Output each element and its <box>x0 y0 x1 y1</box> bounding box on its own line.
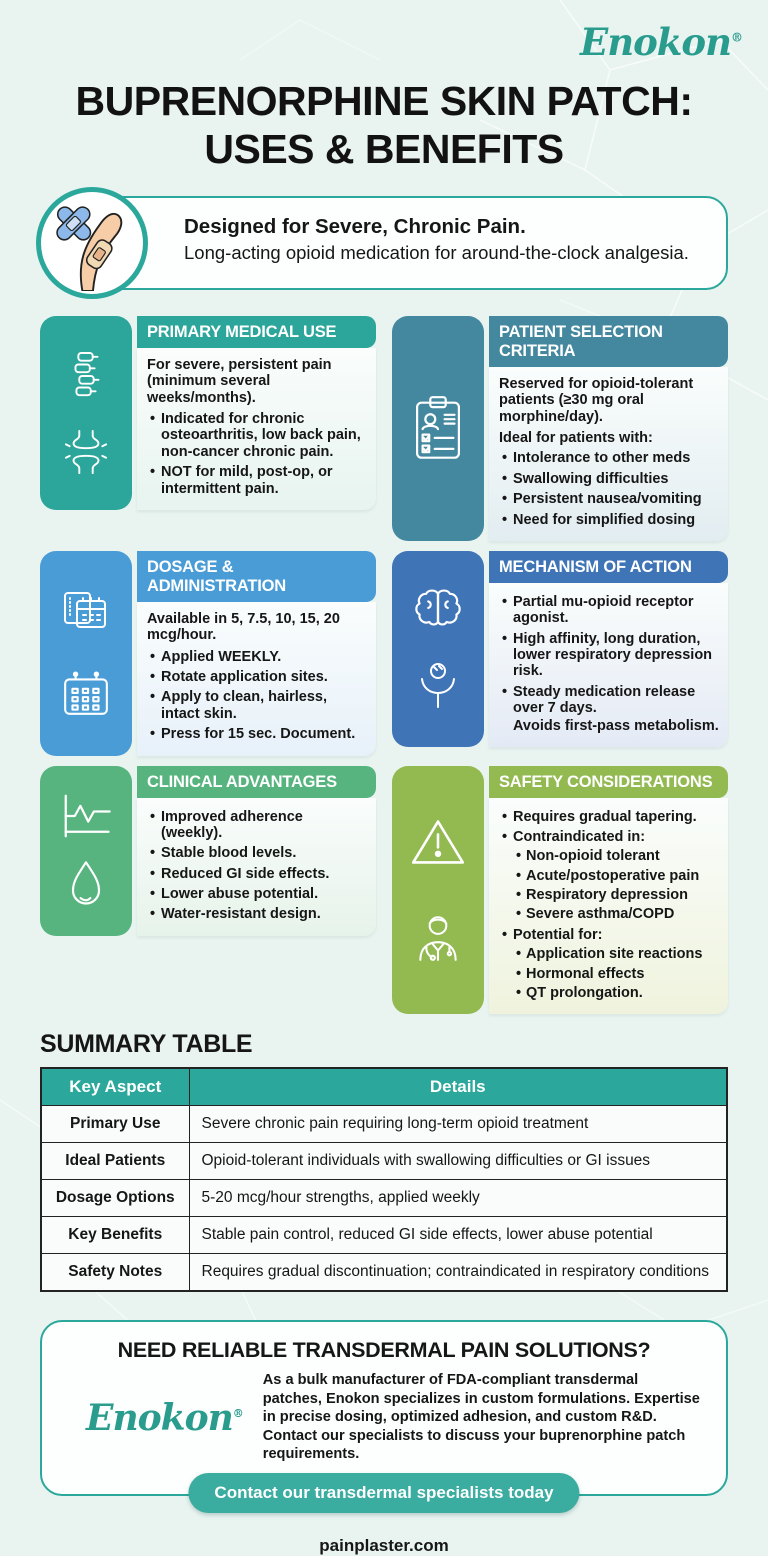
sub-bullet-list <box>513 946 719 1001</box>
bullet-item <box>147 726 367 742</box>
card-bullet-list <box>147 809 367 923</box>
card-icon-panel <box>392 316 484 541</box>
receptor-icon <box>414 660 462 712</box>
details-cell: Requires gradual discontinuation; contraindicated in respiratory conditions <box>189 1254 727 1292</box>
bullet-text: High affinity, long duration, lower respiratory depression risk. <box>513 630 713 680</box>
card-title: SAFETY CONSIDERATIONS <box>489 766 728 798</box>
card-bullet-list <box>147 649 367 743</box>
bullet-text: Applied WEEKLY. <box>161 648 282 665</box>
calendar-icon <box>61 670 111 718</box>
bandage-arm-icon <box>44 195 140 291</box>
footer-brand-logo: Enokon® <box>86 1396 243 1439</box>
card-bullet-list <box>499 809 719 1002</box>
card-content <box>137 551 376 756</box>
bullet-text: Steady medication release over 7 days. <box>513 683 696 717</box>
bullet-item <box>147 411 367 460</box>
card-title: PATIENT SELECTION CRITERIA <box>489 316 728 367</box>
droplet-icon <box>64 858 108 910</box>
card-content <box>489 551 728 747</box>
table-row <box>41 1254 727 1292</box>
bullet-item <box>147 866 367 882</box>
summary-table <box>40 1067 728 1292</box>
bullet-text: Stable blood levels. <box>161 845 297 862</box>
card-dosage-administration <box>40 551 376 756</box>
bullet-item <box>147 886 367 902</box>
sub-bullet-item: • QT prolongation. <box>513 985 719 1001</box>
bullet-item <box>499 512 719 528</box>
bullet-text: Need for simplified dosing <box>513 511 696 528</box>
card-mechanism-of-action <box>392 551 728 747</box>
website-link[interactable]: painplaster.com <box>319 1535 449 1555</box>
warning-triangle-icon <box>410 816 466 868</box>
column-header-details: Details <box>189 1068 727 1106</box>
column-header-key-aspect: Key Aspect <box>41 1068 189 1106</box>
card-body <box>137 348 376 510</box>
card-body <box>137 602 376 756</box>
bullet-text: Requires gradual tapering. <box>513 808 697 825</box>
sub-bullet-item: • Severe asthma/COPD <box>513 906 719 922</box>
bullet-item <box>147 464 367 497</box>
bullet-item <box>499 829 719 923</box>
bullet-item <box>147 689 367 722</box>
aspect-cell: Ideal Patients <box>41 1143 189 1180</box>
bullet-item <box>499 684 719 734</box>
doctor-icon <box>411 911 465 963</box>
hero-box <box>90 196 728 290</box>
table-row <box>41 1217 727 1254</box>
details-cell: Severe chronic pain requiring long-term opioid treatment <box>189 1106 727 1143</box>
bullet-item <box>499 450 719 466</box>
spine-icon <box>63 349 109 403</box>
bullet-text: Indicated for chronic osteoarthritis, low back pain, non-cancer chronic pain. <box>161 411 361 460</box>
page-title <box>0 78 768 174</box>
bullet-text: Persistent nausea/vomiting <box>513 491 702 508</box>
aspect-cell: Dosage Options <box>41 1180 189 1217</box>
contact-specialists-button[interactable]: Contact our transdermal specialists today <box>188 1473 579 1513</box>
card-title: DOSAGE & ADMINISTRATION <box>137 551 376 602</box>
bullet-text: Improved adherence (weekly). <box>161 808 303 841</box>
table-row <box>41 1180 727 1217</box>
summary-title: SUMMARY TABLE <box>40 1030 253 1059</box>
bullet-text: Reduced GI side effects. <box>161 865 330 882</box>
card-safety-considerations <box>392 766 728 1015</box>
bullet-note: Avoids first-pass metabolism. <box>513 717 719 734</box>
bullet-item <box>499 809 719 825</box>
bullet-item <box>499 491 719 507</box>
brain-icon <box>412 586 464 632</box>
hero-badge <box>36 187 148 299</box>
footer-heading: NEED RELIABLE TRANSDERMAL PAIN SOLUTIONS? <box>117 1338 651 1363</box>
card-intro-text: Available in 5, 7.5, 10, 15, 20 mcg/hour. <box>147 610 340 644</box>
card-body <box>137 798 376 936</box>
bullet-text: Potential for: <box>513 926 603 943</box>
sub-bullet-item: • Application site reactions <box>513 946 719 962</box>
sub-bullet-item: • Respiratory depression <box>513 887 719 903</box>
card-body <box>489 367 728 541</box>
bullet-item <box>147 669 367 685</box>
registered-mark: ® <box>731 30 742 45</box>
table-row <box>41 1106 727 1143</box>
card-content <box>137 766 376 936</box>
bullet-item <box>147 649 367 665</box>
details-cell: Stable pain control, reduced GI side effects, lower abuse potential <box>189 1217 727 1254</box>
card-title: CLINICAL ADVANTAGES <box>137 766 376 798</box>
card-bullet-list <box>499 450 719 528</box>
card-content <box>489 766 728 1015</box>
bullet-text: NOT for mild, post-op, or intermittent pain. <box>161 464 333 497</box>
bullet-item <box>147 809 367 842</box>
sub-bullet-item: • Hormonal effects <box>513 966 719 982</box>
bullet-item <box>499 927 719 1002</box>
bullet-item <box>499 594 719 627</box>
aspect-cell: Primary Use <box>41 1106 189 1143</box>
ecg-icon <box>59 791 113 841</box>
schedule-icon <box>60 588 112 640</box>
card-bullet-list <box>499 594 719 734</box>
aspect-cell: Safety Notes <box>41 1254 189 1292</box>
card-primary-medical-use <box>40 316 376 510</box>
sub-bullet-list <box>513 848 719 923</box>
card-icon-panel <box>40 316 132 510</box>
table-header-row <box>41 1068 727 1106</box>
card-title: MECHANISM OF ACTION <box>489 551 728 583</box>
details-cell: Opioid-tolerant individuals with swallowing difficulties or GI issues <box>189 1143 727 1180</box>
bullet-text: Apply to clean, hairless, intact skin. <box>161 689 327 722</box>
info-cards-grid <box>40 316 728 1014</box>
details-cell: 5-20 mcg/hour strengths, applied weekly <box>189 1180 727 1217</box>
bullet-text: Water-resistant design. <box>161 906 321 923</box>
card-body <box>489 583 728 747</box>
card-icon-panel <box>392 766 484 1015</box>
card-icon-panel <box>40 551 132 756</box>
bullet-text: Swallowing difficulties <box>513 470 669 487</box>
card-content <box>489 316 728 541</box>
card-intro-text: Reserved for opioid-tolerant patients (≥30 mg oral morphine/day). <box>499 375 694 425</box>
card-icon-panel <box>40 766 132 936</box>
joint-icon <box>63 427 109 477</box>
table-row <box>41 1143 727 1180</box>
header-logo-row <box>0 0 768 64</box>
bullet-item <box>499 471 719 487</box>
brand-logo: Enokon® <box>580 20 742 64</box>
footer-row <box>68 1371 700 1464</box>
bullet-text: Contraindicated in: <box>513 828 646 845</box>
card-patient-selection-criteria <box>392 316 728 541</box>
sub-bullet-item: • Acute/postoperative pain <box>513 868 719 884</box>
bullet-item <box>147 906 367 922</box>
hero-subheading: Long-acting opioid medication for around-the-clock analgesia. <box>184 241 689 263</box>
bullet-text: Partial mu-opioid receptor agonist. <box>513 593 694 627</box>
aspect-cell: Key Benefits <box>41 1217 189 1254</box>
card-bullet-list <box>147 411 367 497</box>
card-intro-text: For severe, persistent pain (minimum several weeks/months). <box>147 356 332 406</box>
card-title: PRIMARY MEDICAL USE <box>137 316 376 348</box>
bullet-text: Press for 15 sec. Document. <box>161 726 356 743</box>
sub-bullet-item: • Non-opioid tolerant <box>513 848 719 864</box>
page-title-line1: BUPRENORPHINE SKIN PATCH: <box>75 78 693 124</box>
hero-heading: Designed for Severe, Chronic Pain. <box>184 214 526 238</box>
bullet-text: Intolerance to other meds <box>513 450 691 467</box>
bullet-item <box>147 845 367 861</box>
bullet-text: Rotate application sites. <box>161 669 328 686</box>
registered-mark: ® <box>232 1406 243 1420</box>
bullet-item <box>499 631 719 680</box>
hero-banner <box>40 196 728 290</box>
card-icon-panel <box>392 551 484 747</box>
card-content <box>137 316 376 510</box>
footer-cta-box <box>40 1320 728 1502</box>
summary-section <box>40 1030 728 1292</box>
card-body <box>489 798 728 1015</box>
page-title-line2: USES & BENEFITS <box>204 125 564 172</box>
patient-clipboard-icon <box>410 395 466 461</box>
card-lead-text: Ideal for patients with: <box>499 430 653 447</box>
footer-body-text: As a bulk manufacturer of FDA-compliant transdermal patches, Enokon specializes in custom formulations. Expertise in precise dosing, optimized adhesion, and custom R&D. Contact our specialists to discuss your buprenorphine patch requirements. <box>262 1372 700 1463</box>
bullet-text: Lower abuse potential. <box>161 886 319 903</box>
card-clinical-advantages <box>40 766 376 936</box>
